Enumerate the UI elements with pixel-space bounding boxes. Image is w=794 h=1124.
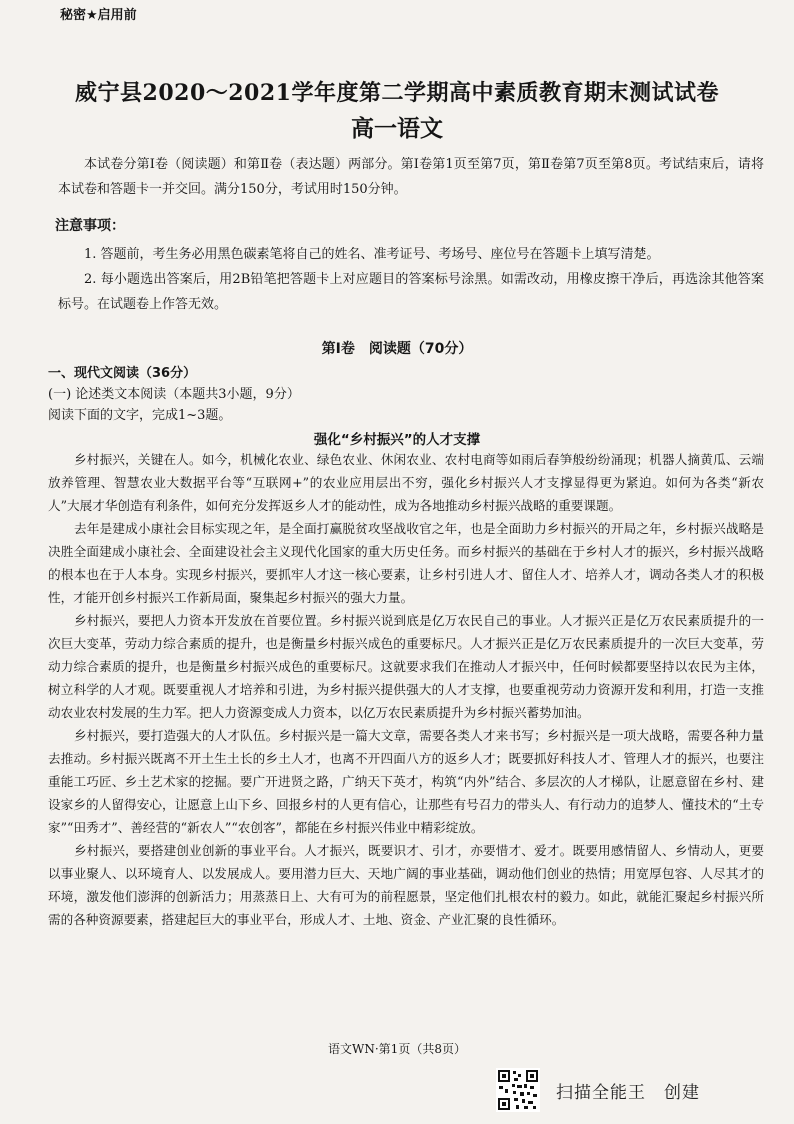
- part-heading: 第Ⅰ卷 阅读题（70分）: [321, 341, 473, 357]
- reading-instruction: 阅读下面的文字，完成1~3题。: [48, 408, 232, 423]
- scanner-watermark: 扫描全能王 创建: [556, 1083, 700, 1103]
- article-paragraph: 乡村振兴，要把人力资本开发放在首要位置。乡村振兴说到底是亿万农民自己的事业。人才振兴正是亿万农民素质提升的一次巨大变革，劳动力综合素质的提升，也是衡量乡村振兴成色的重要标尺。人才振兴正是亿万农民素质提升的一次巨大变革，劳动力综合素质的提升，也是衡量乡村振兴成色的重要标尺。这就要求我们在推动人才振兴中，任何时候都要坚持以农民为主体，树立科学的人才观。既要重视人才培养和引进，为乡村振兴提供强大的人才支撑，也要重视劳动力资源开发和利用，打造一支推动农业农村发展的生力军。把人力资源变成人力资本，以亿万农民素质提升为乡村振兴蓄势加油。: [48, 613, 764, 720]
- qr-code-icon: [496, 1068, 540, 1112]
- secret-label: 秘密★启用前: [60, 8, 137, 23]
- subsection-heading: (一) 论述类文本阅读（本题共3小题，9分）: [48, 387, 300, 402]
- section-heading: 一、现代文阅读（36分）: [48, 366, 197, 381]
- article-paragraph: 乡村振兴，关键在人。如今，机械化农业、绿色农业、休闲农业、农村电商等如雨后春笋般纷纷涌现；机器人摘黄瓜、云端放养管理、智慧农业大数据平台等“互联网+”的农业应用层出不穷，强化乡村振兴人才支撑显得更为紧迫。如何为各类“新农人”大展才华创造有利条件，如何充分发挥返乡人才的能动性，成为各地推动乡村振兴战略的重要课题。: [48, 452, 764, 513]
- notice-item: 1. 答题前，考生务必用黑色碳素笔将自己的姓名、准考证号、考场号、座位号在答题卡上填写清楚。: [84, 247, 660, 262]
- exam-title: 威宁县2020～2021学年度第二学期高中素质教育期末测试试卷: [75, 80, 719, 106]
- article-paragraph: 乡村振兴，要打造强大的人才队伍。乡村振兴是一篇大文章，需要各类人才来书写；乡村振兴是一项大战略，需要各种力量去推动。乡村振兴既离不开土生土长的乡土人才，也离不开四面八方的返乡人才；既要抓好科技人才、管理人才的振兴，也要注重能工巧匠、乡土艺术家的挖掘。要广开进贤之路，广纳天下英才，构筑“内外”结合、多层次的人才梯队，让愿意留在乡村、建设家乡的人留得安心，让愿意上山下乡、回报乡村的人更有信心，让那些有号召力的带头人、有行动力的追梦人、懂技术的“土专家”“田秀才”、善经营的“新农人”“农创客”，都能在乡村振兴伟业中精彩绽放。: [48, 728, 764, 835]
- notice-heading: 注意事项：: [55, 218, 125, 234]
- notice-item: 2. 每小题选出答案后，用2B铅笔把答题卡上对应题目的答案标号涂黑。如需改动，用橡皮擦干净后，再选涂其他答案标号。在试题卷上作答无效。: [58, 272, 764, 312]
- article-paragraph: 乡村振兴，要搭建创业创新的事业平台。人才振兴，既要识才、引才，亦要惜才、爱才。既要用感情留人、乡情动人，更要以事业聚人、以环境育人、以发展成人。要用潜力巨大、天地广阔的事业基础，调动他们创业的热情；用宽厚包容、人尽其才的环境，激发他们澎湃的创新活力；用蒸蒸日上、大有可为的前程愿景，坚定他们扎根农村的毅力。如此，就能汇聚起乡村振兴所需的各种资源要素，搭建起巨大的事业平台，形成人才、土地、资金、产业汇聚的良性循环。: [48, 843, 764, 927]
- article-body: [48, 448, 764, 931]
- exam-intro: 本试卷分第Ⅰ卷（阅读题）和第Ⅱ卷（表达题）两部分。第Ⅰ卷第1页至第7页，第Ⅱ卷第7页至第8页。考试结束后，请将本试卷和答题卡一并交回。满分150分，考试用时150分钟。: [58, 157, 764, 197]
- notice-list: [58, 242, 764, 317]
- article-title: 强化“乡村振兴”的人才支撑: [313, 432, 481, 448]
- exam-subject: 高一语文: [351, 115, 443, 142]
- article-paragraph: 去年是建成小康社会目标实现之年，是全面打赢脱贫攻坚战收官之年，也是全面助力乡村振兴的开局之年，乡村振兴战略是决胜全面建成小康社会、全面建设社会主义现代化国家的重大历史任务。而乡村振兴的基础在于乡村人才的振兴，乡村振兴战略的根本也在于人本身。实现乡村振兴，要抓牢人才这一核心要素，让乡村引进人才、留住人才、培养人才，调动各类人才的积极性，才能开创乡村振兴工作新局面，聚集起乡村振兴的强大力量。: [48, 521, 764, 605]
- page-number: 语文WN·第1页（共8页）: [328, 1042, 466, 1056]
